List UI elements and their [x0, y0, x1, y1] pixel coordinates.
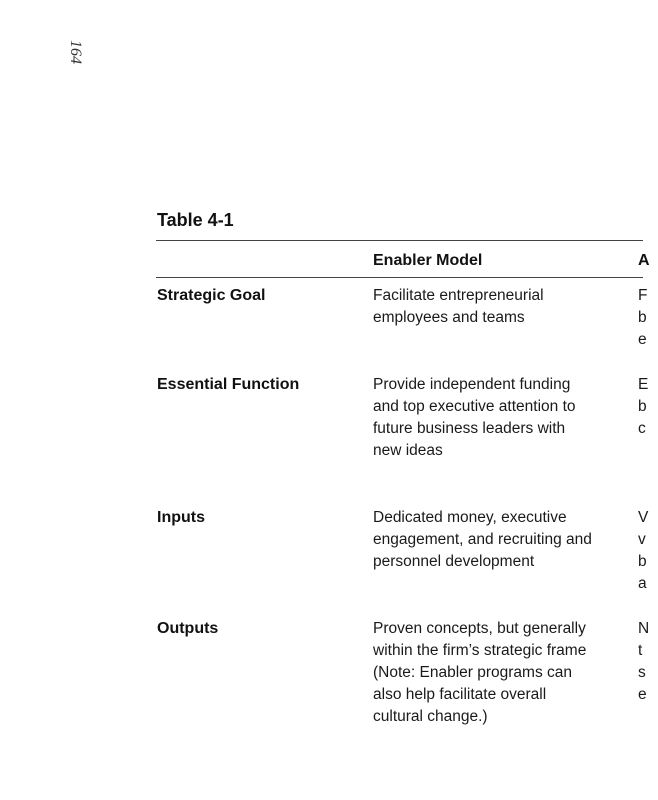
row-label-strategic-goal: Strategic Goal — [157, 287, 266, 304]
table-title: Table 4-1 — [157, 210, 234, 230]
table-top-rule — [156, 240, 643, 241]
cell-strategic-goal-enabler — [373, 285, 613, 329]
row-label-essential-function: Essential Function — [157, 376, 300, 393]
table-header-rule — [156, 277, 643, 278]
cell-line: employees and teams — [373, 309, 525, 326]
column-header-next: A — [638, 252, 650, 269]
cell-line: t — [638, 642, 643, 659]
cell-line: b — [638, 309, 647, 326]
cell-line: c — [638, 420, 646, 437]
cell-line: also help facilitate overall — [373, 686, 547, 703]
cell-line: (Note: Enabler programs can — [373, 664, 573, 681]
cell-line: and top executive attention to — [373, 398, 576, 415]
cell-strategic-goal-next — [638, 285, 658, 351]
cell-line: future business leaders with — [373, 420, 566, 437]
cell-line: a — [638, 575, 647, 592]
cell-line: Dedicated money, executive — [373, 509, 567, 526]
cell-line: new ideas — [373, 442, 443, 459]
page-number: 164 — [67, 40, 84, 64]
cell-line: b — [638, 398, 647, 415]
row-label-outputs: Outputs — [157, 620, 219, 637]
cell-line: engagement, and recruiting and — [373, 531, 592, 548]
cell-line: N — [638, 620, 650, 637]
cell-line: e — [638, 331, 647, 348]
cell-line: b — [638, 553, 647, 570]
cell-essential-function-enabler — [373, 374, 613, 462]
cell-inputs-next — [638, 507, 658, 595]
cell-line: v — [638, 531, 646, 548]
cell-outputs-enabler — [373, 618, 613, 728]
cell-line: Provide independent funding — [373, 376, 571, 393]
column-header-enabler-model: Enabler Model — [373, 252, 483, 269]
cell-line: Proven concepts, but generally — [373, 620, 586, 637]
cell-essential-function-next — [638, 374, 658, 440]
cell-line: E — [638, 376, 649, 393]
cell-line: within the firm’s strategic frame — [373, 642, 587, 659]
cell-line: cultural change.) — [373, 708, 488, 725]
cell-line: s — [638, 664, 646, 681]
cell-line: F — [638, 287, 648, 304]
cell-line: Facilitate entrepreneurial — [373, 287, 544, 304]
cell-outputs-next — [638, 618, 658, 706]
cell-line: e — [638, 686, 647, 703]
cell-inputs-enabler — [373, 507, 613, 573]
row-label-inputs: Inputs — [157, 509, 205, 526]
cell-line: personnel development — [373, 553, 535, 570]
cell-line: V — [638, 509, 649, 526]
